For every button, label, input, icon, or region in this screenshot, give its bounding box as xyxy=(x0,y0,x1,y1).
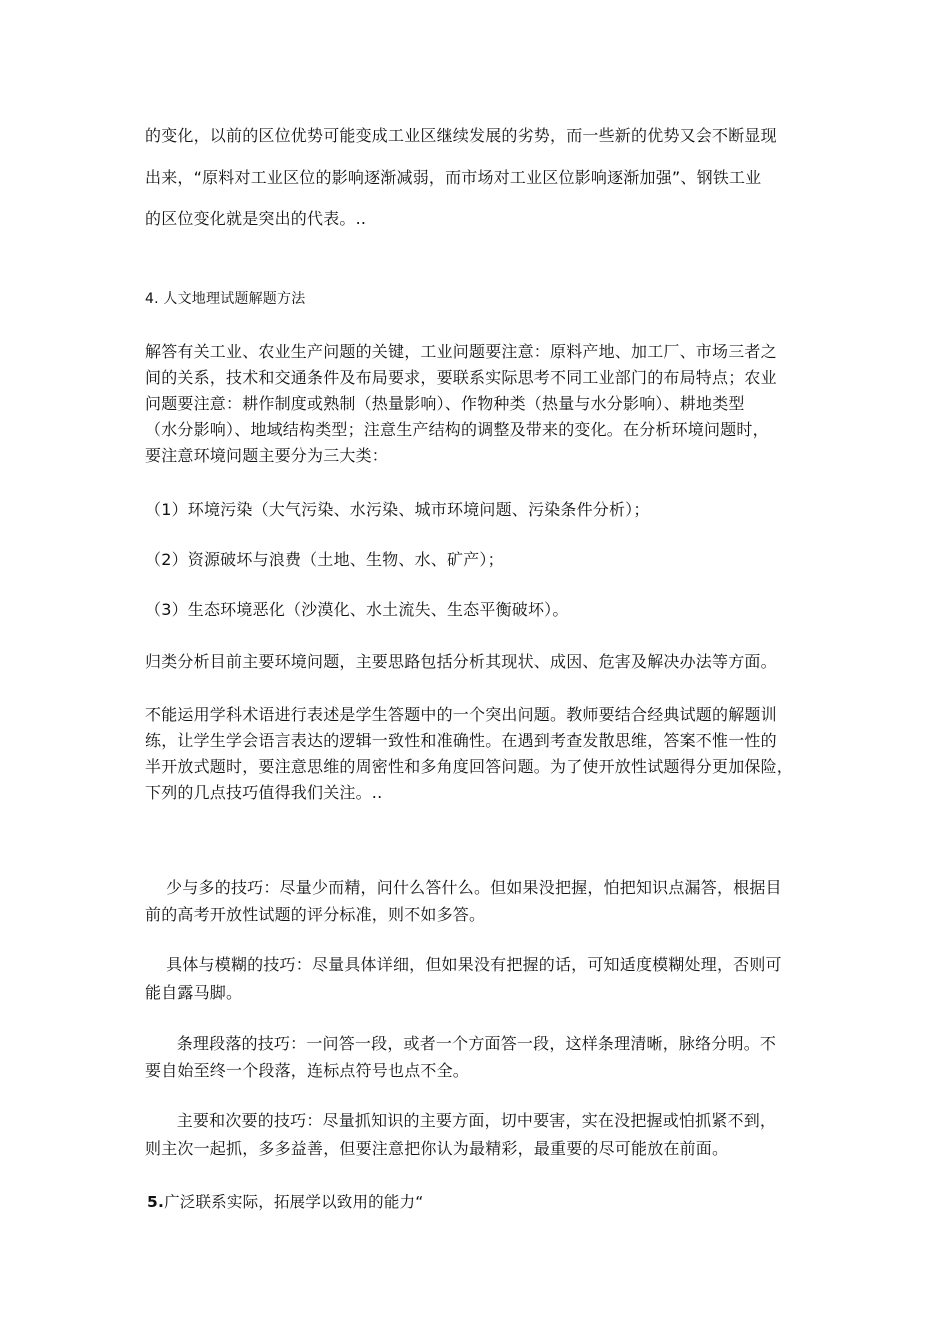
section-5-heading xyxy=(147,1192,424,1212)
terminology-line-2: 练，让学生学会语言表达的逻辑一致性和准确性。在遇到考查发散思维，答案不惟一性的 xyxy=(145,731,777,750)
section-4-para-line-5: 要注意环境问题主要分为三大类： xyxy=(145,446,389,465)
section-4-para-line-1: 解答有关工业、农业生产问题的关键，工业问题要注意：原料产地、加工厂、市场三者之 xyxy=(145,342,777,361)
intro-line-2: 出来，“原料对工业区位的影响逐渐减弱，而市场对工业区位影响逐渐加强”、钢铁工业 xyxy=(145,168,762,187)
category-item-3: （3）生态环境恶化（沙漠化、水土流失、生态平衡破坏）。 xyxy=(145,600,569,619)
tip-2-line-1: 具体与模糊的技巧：尽量具体详细，但如果没有把握的话，可知适度模糊处理，否则可 xyxy=(145,955,782,974)
tip-1-line-1: 少与多的技巧：尽量少而精，问什么答什么。但如果没把握，怕把知识点漏答，根据目 xyxy=(145,878,782,897)
terminology-line-3: 半开放式题时，要注意思维的周密性和多角度回答问题。为了使开放性试题得分更加保险， xyxy=(145,757,794,776)
tip-3-line-1: 条理段落的技巧：一问答一段，或者一个方面答一段，这样条理清晰，脉络分明。不 xyxy=(145,1034,777,1053)
intro-line-3: 的区位变化就是突出的代表。.. xyxy=(145,209,367,228)
category-item-1: （1）环境污染（大气污染、水污染、城市环境问题、污染条件分析）； xyxy=(145,500,650,519)
tip-1-line-2: 前的高考开放性试题的评分标准，则不如多答。 xyxy=(145,905,486,924)
section-5-number: 5. xyxy=(147,1193,165,1211)
terminology-line-1: 不能运用学科术语进行表述是学生答题中的一个突出问题。教师要结合经典试题的解题训 xyxy=(145,705,777,724)
section-4-para-line-3: 问题要注意：耕作制度或熟制（热量影响）、作物种类（热量与水分影响）、耕地类型 xyxy=(145,394,745,413)
section-4-heading: 4. 人文地理试题解题方法 xyxy=(145,291,306,307)
terminology-line-4: 下列的几点技巧值得我们关注。.. xyxy=(145,783,383,802)
tip-2-line-2: 能自露马脚。 xyxy=(145,983,243,1002)
section-4-para-line-4: （水分影响）、地域结构类型；注意生产结构的调整及带来的变化。在分析环境问题时， xyxy=(145,420,769,439)
tip-4-line-2: 则主次一起抓，多多益善，但要注意把你认为最精彩，最重要的尽可能放在前面。 xyxy=(145,1139,729,1158)
category-item-2: （2）资源破坏与浪费（土地、生物、水、矿产）； xyxy=(145,550,504,569)
summary-line: 归类分析目前主要环境问题，主要思路包括分析其现状、成因、危害及解决办法等方面。 xyxy=(145,652,777,671)
tip-4-line-1: 主要和次要的技巧：尽量抓知识的主要方面，切中要害，实在没把握或怕抓紧不到， xyxy=(145,1111,777,1130)
section-4-para-line-2: 间的关系，技术和交通条件及布局要求，要联系实际思考不同工业部门的布局特点；农业 xyxy=(145,368,777,387)
intro-line-1: 的变化，以前的区位优势可能变成工业区继续发展的劣势，而一些新的优势又会不断显现 xyxy=(145,126,777,145)
section-5-title: 广泛联系实际，拓展学以致用的能力“ xyxy=(164,1193,424,1211)
tip-3-line-2: 要自始至终一个段落，连标点符号也点不全。 xyxy=(145,1061,470,1080)
